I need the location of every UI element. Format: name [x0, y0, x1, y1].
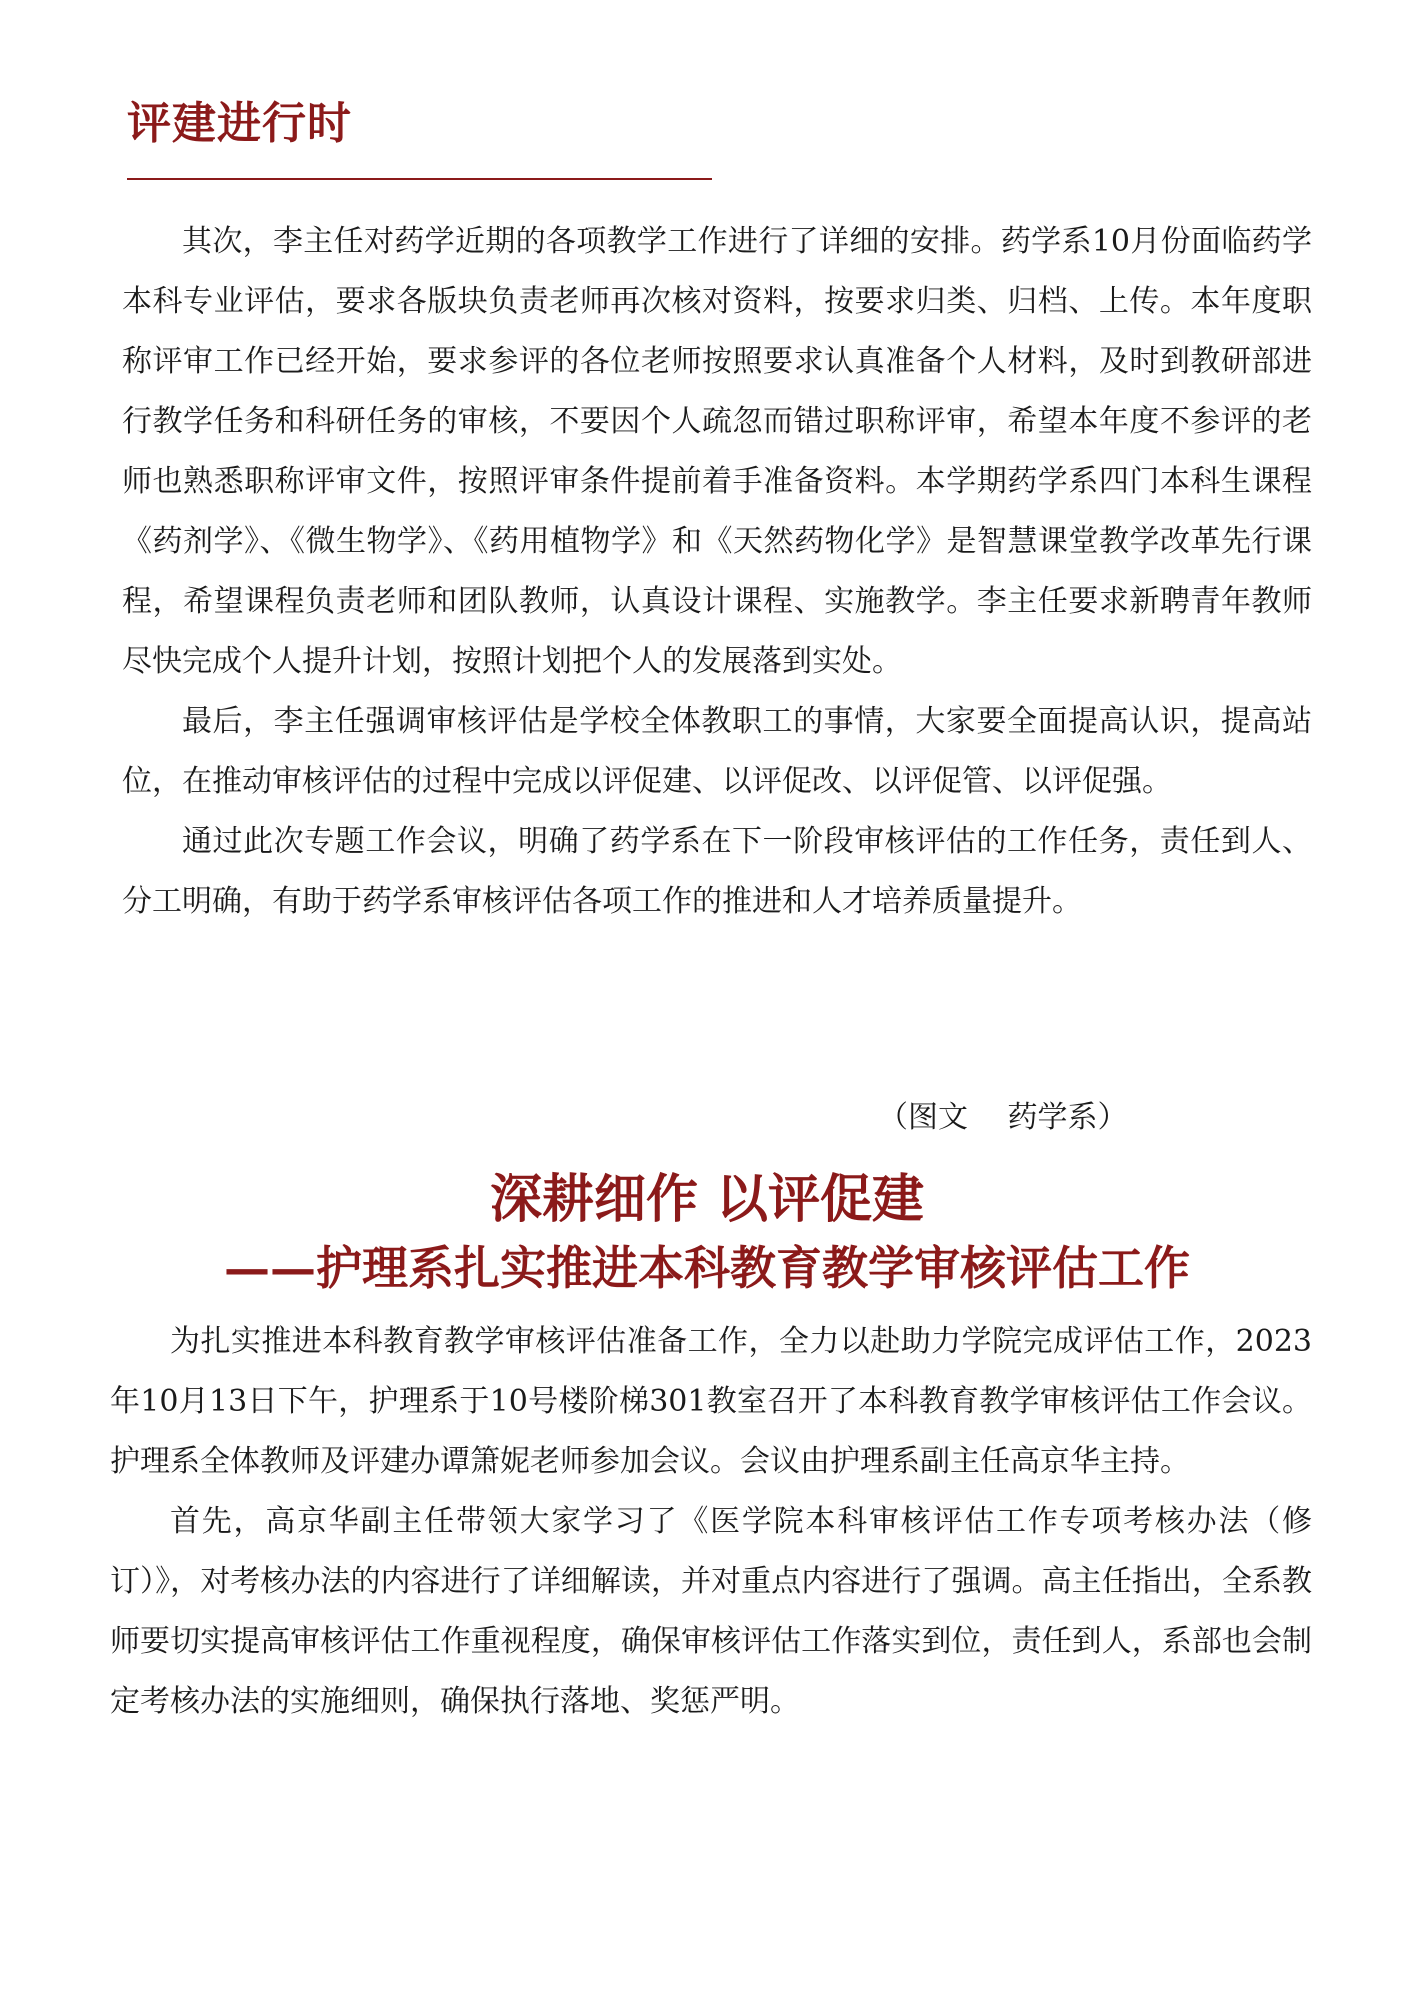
article-nursing [110, 1312, 1312, 1732]
article-headline: 深耕细作 以评促建 [489, 1169, 925, 1230]
article-pharmacy [122, 212, 1312, 932]
paragraph: 通过此次专题工作会议，明确了药学系在下一阶段审核评估的工作任务，责任到人、分工明确，有助于药学系审核评估各项工作的推进和人才培养质量提升。 [122, 824, 1312, 919]
section-title: 评建进行时 [127, 98, 352, 149]
article-credit: （图文 药学系） [878, 1100, 1128, 1135]
paragraph: 最后，李主任强调审核评估是学校全体教职工的事情，大家要全面提高认识，提高站位，在推动审核评估的过程中完成以评促建、以评促改、以评促管、以评促强。 [122, 704, 1312, 799]
paragraph: 其次，李主任对药学近期的各项教学工作进行了详细的安排。药学系10月份面临药学本科专业评估，要求各版块负责老师再次核对资料，按要求归类、归档、上传。本年度职称评审工作已经开始，要求参评的各位老师按照要求认真准备个人材料，及时到教研部进行教学任务和科研任务的审核，不要因个人疏忽而错过职称评审，希望本年度不参评的老师也熟悉职称评审文件，按照评审条件提前着手准备资料。本学期药学系四门本科生课程《药剂学》、《微生物学》、《药用植物学》和《天然药物化学》是智慧课堂教学改革先行课程，希望课程负责老师和团队教师，认真设计课程、实施教学。李主任要求新聘青年教师尽快完成个人提升计划，按照计划把个人的发展落到实处。 [122, 224, 1312, 679]
section-divider [127, 178, 712, 180]
paragraph: 为扎实推进本科教育教学审核评估准备工作，全力以赴助力学院完成评估工作，2023年10月13日下午，护理系于10号楼阶梯301教室召开了本科教育教学审核评估工作会议。护理系全体教师及评建办谭箫妮老师参加会议。会议由护理系副主任高京华主持。 [110, 1324, 1312, 1479]
article-subheadline: ——护理系扎实推进本科教育教学审核评估工作 [224, 1241, 1190, 1295]
section-header [127, 96, 712, 180]
paragraph: 首先，高京华副主任带领大家学习了《医学院本科审核评估工作专项考核办法（修订）》，对考核办法的内容进行了详细解读，并对重点内容进行了强调。高主任指出，全系教师要切实提高审核评估工作重视程度，确保审核评估工作落实到位，责任到人，系部也会制定考核办法的实施细则，确保执行落地、奖惩严明。 [110, 1504, 1312, 1719]
